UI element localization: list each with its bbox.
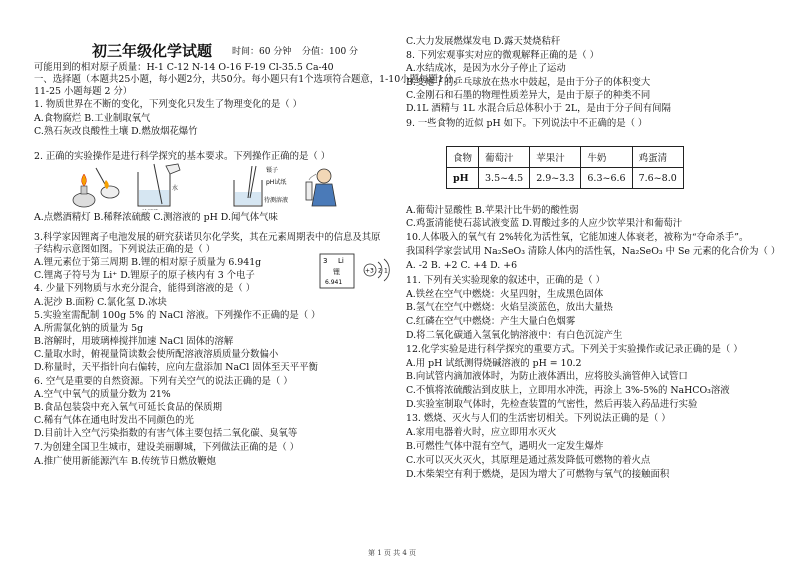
text-line: 10.人体吸入的氧气有 2%转化为活性氧，它能加速人体衰老，被称为“夺命杀手”。: [406, 232, 749, 243]
li-name: 锂: [333, 268, 340, 276]
text-line: C.大力发展燃煤发电 D.露天焚烧秸秆: [406, 36, 561, 47]
text-line: A.点燃酒精灯 B.稀释浓硫酸 C.测溶液的 pH D.闻气体气味: [34, 212, 278, 223]
li-symbol: Li: [338, 257, 344, 265]
text-line: A.水结成冰，是因为水分子停止了运动: [406, 63, 566, 74]
text-line: C.锂离子符号为 Li⁺ D.锂原子的原子核内有 3 个电子: [34, 270, 255, 281]
text-line: 8. 下列宏观事实对应的微观解释正确的是（ ）: [406, 50, 600, 61]
text-line: D.实验室制取气体时，先检查装置的气密性，然后再装入药品进行实验: [406, 399, 698, 410]
acid-label: [142, 208, 159, 210]
beaker-icon: [138, 164, 180, 210]
table-cell: 食物: [447, 147, 479, 168]
text-line: A.锂元素位于第三周期 B.锂的相对原子质量为 6.941g: [34, 257, 262, 268]
text-line: 1. 物质世界在不断的变化，下列变化只发生了物理变化的是（ ）: [34, 99, 303, 110]
atom-shell-2: 1: [384, 267, 388, 275]
ph-test-icon: [234, 166, 288, 206]
text-line: 2. 正确的实验操作是进行科学探究的基本要求。下列操作正确的是（ ）: [34, 151, 331, 162]
text-line: A.所需氯化钠的质量为 5g: [34, 323, 144, 334]
text-line: A.家用电器着火时，应立即用水灭火: [406, 427, 557, 438]
atom-nucleus: +3: [365, 267, 374, 275]
text-line: B.溶解时，用玻璃棒搅拌加速 NaCl 固体的溶解: [34, 336, 234, 347]
table-cell: 7.6~8.0: [632, 168, 683, 189]
text-line: A.葡萄汁显酸性 B.苹果汁比牛奶的酸性弱: [406, 205, 579, 216]
text-line: A.用 pH 试纸测得烧碱溶液的 pH = 10.2: [406, 358, 582, 369]
text-line: C.红磷在空气中燃烧：产生大量白色烟雾: [406, 316, 576, 327]
tweezers-label: 镊子: [266, 167, 279, 174]
text-line: D.称量时，天平指针向右偏转，应向左盘添加 NaCl 固体至天平平衡: [34, 362, 318, 373]
text-line: 12.化学实验是进行科学探究的重要方式。下列关于实验操作或记录正确的是（ ）: [406, 344, 743, 355]
text-line: D.将二氧化碳通入氢氧化钠溶液中：有白色沉淀产生: [406, 330, 623, 341]
text-line: C.鸡蛋清能使石蕊试液变蓝 D.胃酸过多的人应少饮苹果汁和葡萄汁: [406, 218, 683, 229]
text-line: A.泥沙 B.面粉 C.氯化氢 D.冰块: [34, 297, 167, 308]
text-line: 可能用到的相对原子质量：H-1 C-12 N-14 O-16 F-19 Cl-35.5 Ca-40: [34, 62, 334, 73]
table-cell: pH: [447, 168, 479, 189]
table-cell: 葡萄汁: [479, 147, 530, 168]
text-line: 9. 一些食物的近似 pH 如下。下列说法中不正确的是（ ）: [406, 118, 648, 129]
li-mass: 6.941: [325, 279, 343, 286]
smell-gas-icon: [306, 169, 336, 206]
text-line: B.可燃性气体中混有空气，遇明火一定发生爆炸: [406, 441, 604, 452]
text-line: 我国科学家尝试用 Na₂SeO₃ 清除人体内的活性氧，Na₂SeO₃ 中 Se 元素的化合价为（ ）: [406, 246, 781, 257]
text-line: 5.实验室需配制 100g 5% 的 NaCl 溶液。下列操作不正确的是（ ）: [34, 310, 321, 321]
page-footer: 第 1 页 共 4 页: [368, 549, 417, 557]
text-line: 7.为创建全国卫生城市，建设美丽聊城，下列做法正确的是（ ）: [34, 442, 300, 453]
text-line: B.食品包装袋中充入氧气可延长食品的保质期: [34, 402, 222, 413]
text-line: 一、选择题（本题共25小题，每小题2分，共50分。每小题只有1个选项符合题意，1-10小题每题1分，: [34, 74, 463, 85]
li-number: 3: [323, 257, 328, 265]
exam-time: 时间：60 分钟: [232, 47, 292, 57]
ph-table-row: [447, 168, 684, 189]
table-cell: 牛奶: [581, 147, 632, 168]
text-line: 11. 下列有关实验现象的叙述中，正确的是（ ）: [406, 275, 605, 286]
text-line: C.熟石灰改良酸性土壤 D.燃放烟花爆竹: [34, 126, 198, 137]
ph-table: [446, 146, 684, 189]
table-cell: 6.3~6.6: [581, 168, 632, 189]
text-line: D.1L 酒精与 1L 水混合后总体积小于 2L，是由于分子间有间隔: [406, 103, 671, 114]
table-cell: 3.5~4.5: [479, 168, 530, 189]
text-line: 11-25 小题每题 2 分）: [34, 86, 133, 97]
text-line: B.氢气在空气中燃烧：火焰呈淡蓝色，放出大量热: [406, 302, 613, 313]
water-label: 水: [172, 185, 179, 192]
solution-label: 待测溶液: [264, 197, 289, 204]
text-line: C.不慎将浓硫酸沾到皮肤上，立即用水冲洗，再涂上 3%-5%的 NaHCO₃溶液: [406, 385, 730, 396]
ph-paper-label: pH试纸: [266, 179, 287, 186]
table-cell: 苹果汁: [530, 147, 581, 168]
exam-score: 分值：100 分: [302, 47, 359, 57]
text-line: A.食物腐烂 B.工业制取氧气: [34, 113, 151, 124]
text-line: 3.科学家因锂离子电池发展的研究获诺贝尔化学奖，其在元素周期表中的信息及其原: [34, 232, 381, 243]
text-line: A.空气中氧气的质量分数为 21%: [34, 389, 171, 400]
table-cell: 2.9~3.3: [530, 168, 581, 189]
q2-illustrations: [66, 162, 356, 210]
text-line: D.目前计入空气污染指数的有害气体主要包括二氧化碳、臭氧等: [34, 428, 298, 439]
text-line: B.向试管内滴加液体时，为防止液体洒出，应将胶头滴管伸入试管口: [406, 371, 688, 382]
text-line: A. -2 B. +2 C. +4 D. +6: [406, 260, 518, 271]
text-line: 4. 少量下列物质与水充分混合，能得到溶液的是（ ）: [34, 283, 256, 294]
text-line: 13. 燃烧、灭火与人们的生活密切相关。下列说法正确的是（ ）: [406, 413, 671, 424]
text-line: C.量取水时，俯视量筒读数会使所配溶液溶质质量分数偏小: [34, 349, 279, 360]
text-line: A.推广使用新能源汽车 B.传统节日燃放鞭炮: [34, 456, 216, 467]
table-cell: 鸡蛋清: [632, 147, 683, 168]
alcohol-lamp-icon: [73, 168, 119, 207]
text-line: 6. 空气是重要的自然资源。下列有关空气的说法正确的是（ ）: [34, 376, 293, 387]
text-line: C.水可以灭火灭火，其原理是通过蒸发降低可燃物的着火点: [406, 455, 651, 466]
text-line: A.铁丝在空气中燃烧：火星四射，生成黑色固体: [406, 289, 604, 300]
text-line: C.稀有气体在通电时发出不同颜色的光: [34, 415, 194, 426]
text-line: 子结构示意图如图。下列说法正确的是（ ）: [34, 244, 216, 255]
ph-table-header: [447, 147, 684, 168]
exam-title: 初三年级化学试题: [92, 42, 213, 60]
atom-shell-1: 2: [378, 267, 382, 275]
text-line: B.变瘪了的乒乓球放在热水中鼓起，是由于分子的体积变大: [406, 77, 651, 88]
lithium-figure: [300, 248, 392, 292]
text-line: D.木柴架空有利于燃烧，是因为增大了可燃物与氧气的接触面积: [406, 469, 670, 480]
text-line: C.金刚石和石墨的物理性质差异大，是由于原子的种类不同: [406, 90, 651, 101]
